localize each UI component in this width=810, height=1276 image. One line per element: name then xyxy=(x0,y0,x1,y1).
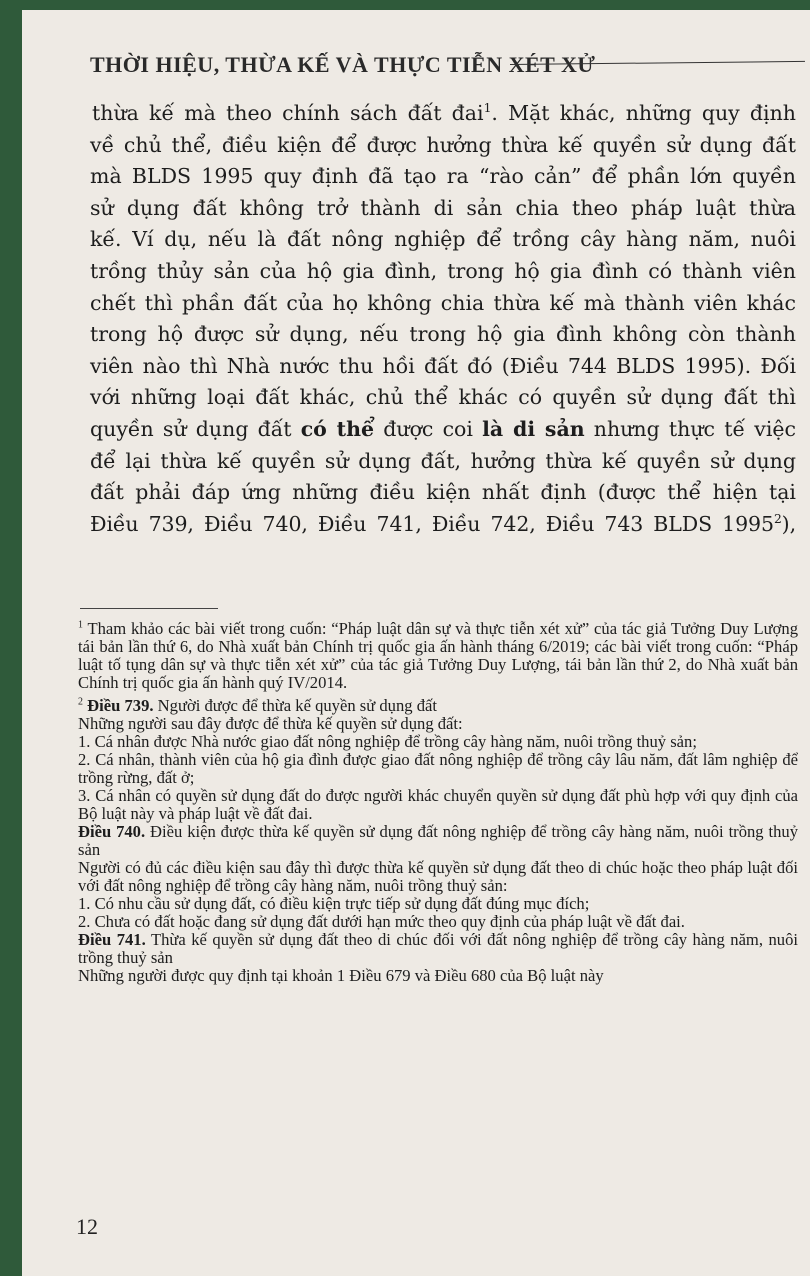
article-739-item-1: 1. Cá nhân được Nhà nước giao đất nông nghiệp để trồng cây hàng năm, nuôi trồng thuỷ sản; xyxy=(78,732,697,751)
body-line-10: với những loại đất khác, chủ thể khác có quyền sử dụng đất thì xyxy=(90,385,796,410)
body-line-2: về chủ thể, điều kiện để được hưởng thừa kế quyền sử dụng đất xyxy=(90,132,796,157)
body-line-1: thừa kế mà theo chính sách đất đai$^1$. Mặt khác, những quy định xyxy=(92,101,796,125)
article-739-heading: $^2$ Điều 739. Người được để thừa kế quyền sử dụng đất xyxy=(78,696,437,715)
body-line-6: trồng thủy sản của hộ gia đình, trong hộ gia đình có thành viên xyxy=(90,258,796,283)
article-739-item-3: 3. Cá nhân có quyền sử dụng đất do được người khác chuyển quyền sử dụng đất phù hợp với quy định của Bộ luật này và pháp luật về đất đai. xyxy=(78,786,798,823)
body-line-13: đất phải đáp ứng những điều kiện nhất định (được thể hiện tại xyxy=(90,480,796,505)
body-line-11: quyền sử dụng đất có thể được coi là di sản nhưng thực tế việc xyxy=(90,416,796,441)
footnote-ref-1[interactable]: 1 xyxy=(483,101,492,116)
book-page xyxy=(22,10,810,1276)
body-line-5: kế. Ví dụ, nếu là đất nông nghiệp để trồng cây hàng năm, nuôi xyxy=(90,227,796,252)
body-line-4: sử dụng đất không trở thành di sản chia theo pháp luật thừa xyxy=(90,195,796,220)
article-741-intro: Những người được quy định tại khoản 1 Điều 679 và Điều 680 của Bộ luật này xyxy=(78,966,604,985)
article-740-heading: Điều 740. Điều kiện được thừa kế quyền sử dụng đất nông nghiệp để trồng cây hàng năm, nuôi trồng thuỷ sản xyxy=(78,822,799,859)
body-line-3: mà BLDS 1995 quy định đã tạo ra “rào cản” để phần lớn quyền xyxy=(90,164,796,189)
body-line-12: để lại thừa kế quyền sử dụng đất, hưởng thừa kế quyền sử dụng xyxy=(90,448,796,473)
footnote-ref-2[interactable]: 2 xyxy=(773,511,782,526)
page-number: 12 xyxy=(76,1214,98,1239)
running-header-title: THỜI HIỆU, THỪA KẾ VÀ THỰC TIỄN XÉT XỬ xyxy=(90,52,596,77)
body-line-14: Điều 739, Điều 740, Điều 741, Điều 742, Điều 743 BLDS 1995$^2$), xyxy=(90,511,796,536)
article-740-item-2: 2. Chưa có đất hoặc đang sử dụng đất dưới hạn mức theo quy định của pháp luật về đất đai. xyxy=(78,912,685,931)
body-text xyxy=(90,98,796,540)
article-741-heading: Điều 741. Thừa kế quyền sử dụng đất theo di chúc đối với đất nông nghiệp để trồng cây hàng năm, nuôi trồng thuỷ sản xyxy=(78,930,798,967)
body-line-9: viên nào thì Nhà nước thu hồi đất đó (Điều 744 BLDS 1995). Đối xyxy=(90,353,796,378)
footnote-2 xyxy=(78,697,798,985)
footnote-separator xyxy=(80,608,218,609)
body-line-8: trong hộ được sử dụng, nếu trong hộ gia đình không còn thành xyxy=(90,322,796,347)
article-740-intro: Người có đủ các điều kiện sau đây thì được thừa kế quyền sử dụng đất theo di chúc hoặc theo pháp luật đối với đất nông nghiệp để trồng cây hàng năm, nuôi trồng thuỷ sản: xyxy=(78,858,798,895)
article-739-item-2: 2. Cá nhân, thành viên của hộ gia đình được giao đất nông nghiệp để trồng cây lâu năm, đất lâm nghiệp để trồng rừng, đất ở; xyxy=(78,750,798,787)
footnotes xyxy=(78,620,798,990)
body-line-7: chết thì phần đất của họ không chia thừa kế mà thành viên khác xyxy=(90,290,796,315)
article-740-item-1: 1. Có nhu cầu sử dụng đất, có điều kiện trực tiếp sử dụng đất đúng mục đích; xyxy=(78,894,590,913)
article-739-intro: Những người sau đây được để thừa kế quyền sử dụng đất: xyxy=(78,714,463,733)
footnote-1: $^1$ Tham khảo các bài viết trong cuốn: “Pháp luật dân sự và thực tiễn xét xử” của tác giả Tưởng Duy Lượng tái bản lần thứ 6, do Nhà xuất bản Chính trị quốc gia ấn hành tháng 6/2019; các bài viết trong cuốn: “Pháp luật tố tụng dân sự và thực tiễn xét xử” của tác giả Tưởng Duy Lượng, tái bản lần thứ 2, do Nhà xuất bản Chính trị quốc gia ấn hành quý IV/2014. xyxy=(78,619,798,692)
